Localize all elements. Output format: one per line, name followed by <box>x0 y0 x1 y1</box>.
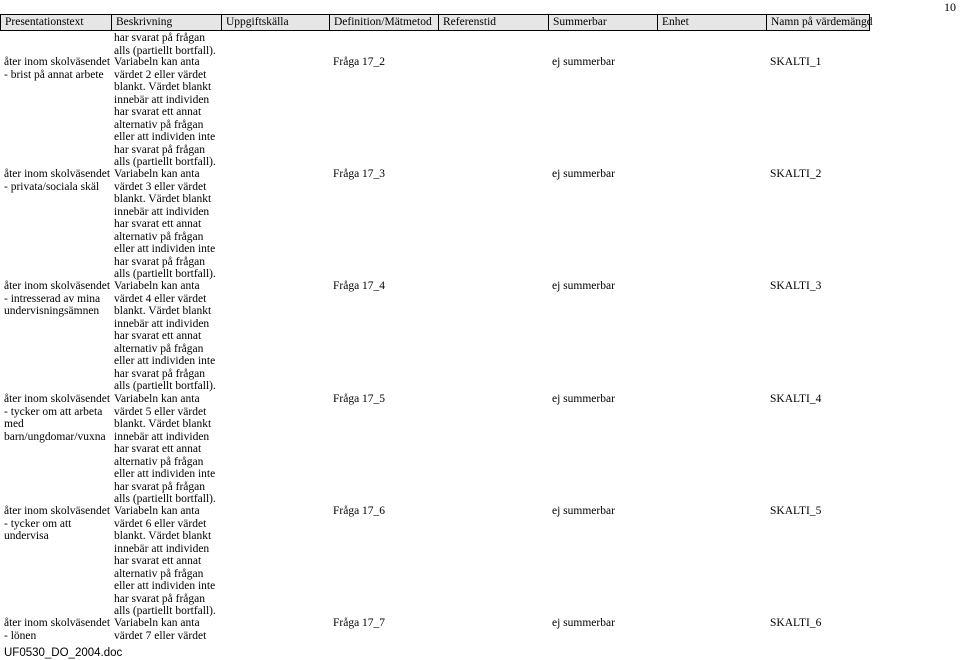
header-col-namn-vardemangd: Namn på värdemängd <box>771 16 873 28</box>
description-line: värdet 6 eller värdet <box>114 517 207 530</box>
presentation-line: - brist på annat arbete <box>4 68 104 81</box>
header-col-presentationstext: Presentationstext <box>1 15 112 30</box>
description-line: eller att individen inte <box>114 580 216 592</box>
value-set-cell: SKALTI_6 <box>770 617 822 629</box>
description-line: blankt. Värdet blankt <box>114 193 212 205</box>
value-set-cell: SKALTI_4 <box>770 393 822 405</box>
definition-cell: Fråga 17_5 <box>333 393 386 405</box>
description-line: eller att individen inte <box>114 468 216 480</box>
header-col-referenstid: Referenstid <box>439 15 549 30</box>
presentation-line: med <box>4 418 24 430</box>
description-line: har svarat på frågan <box>114 143 205 156</box>
description-line: innebär att individen <box>114 205 210 218</box>
description-line: blankt. Värdet blankt <box>114 418 212 430</box>
description-line: blankt. Värdet blankt <box>114 530 212 542</box>
header-col-beskrivning: Beskrivning <box>112 15 222 30</box>
summerbar-cell: ej summerbar <box>552 505 615 517</box>
presentation-line: - privata/sociala skäl <box>4 180 100 193</box>
description-line: värdet 5 eller värdet <box>114 405 207 418</box>
presentation-line: barn/ungdomar/vuxna <box>4 430 106 443</box>
description-line: Variabeln kan anta <box>114 280 200 292</box>
description-line: har svarat på frågan <box>114 32 205 44</box>
page-number: 10 <box>944 0 956 14</box>
description-line: Variabeln kan anta <box>114 505 200 517</box>
description-line: alls (partiellt bortfall). <box>114 268 216 280</box>
description-line: värdet 4 eller värdet <box>114 292 207 305</box>
description-line: Variabeln kan anta <box>114 393 200 405</box>
description-line: eller att individen inte <box>114 355 216 367</box>
value-set-cell: SKALTI_5 <box>770 505 822 517</box>
description-line: eller att individen inte <box>114 131 216 143</box>
summerbar-cell: ej summerbar <box>552 617 615 629</box>
description-line: Variabeln kan anta <box>114 617 200 629</box>
description-line: alls (partiellt bortfall). <box>114 605 216 617</box>
presentation-line: - intresserad av mina <box>4 292 101 305</box>
description-line: innebär att individen <box>114 542 210 555</box>
summerbar-cell: ej summerbar <box>552 280 615 292</box>
presentation-line: åter inom skolväsendet <box>4 505 111 517</box>
description-line: alls (partiellt bortfall). <box>114 44 216 57</box>
description-line: har svarat ett annat <box>114 106 202 118</box>
description-line: har svarat på frågan <box>114 255 205 268</box>
table-header-row <box>0 14 873 31</box>
description-line: blankt. Värdet blankt <box>114 305 212 317</box>
summerbar-cell: ej summerbar <box>552 56 615 68</box>
header-col-uppgiftskalla: Uppgiftskälla <box>222 15 330 30</box>
description-line: alternativ på frågan <box>114 567 204 580</box>
description-line: har svarat ett annat <box>114 443 202 455</box>
description-line: har svarat på frågan <box>114 480 205 493</box>
presentation-line: åter inom skolväsendet <box>4 56 111 68</box>
description-line: alternativ på frågan <box>114 455 204 468</box>
footer-filename: UF0530_DO_2004.doc <box>4 647 123 659</box>
description-line: alternativ på frågan <box>114 118 204 131</box>
summerbar-cell: ej summerbar <box>552 168 615 180</box>
presentation-line: - lönen <box>4 629 37 642</box>
presentation-line: åter inom skolväsendet <box>4 617 111 629</box>
description-line: innebär att individen <box>114 93 210 106</box>
header-col-definition: Definition/Mätmetod <box>330 15 439 30</box>
description-line: alls (partiellt bortfall). <box>114 380 216 392</box>
presentation-line: åter inom skolväsendet <box>4 168 111 180</box>
summerbar-cell: ej summerbar <box>552 393 615 405</box>
description-line: har svarat ett annat <box>114 218 202 230</box>
description-line: alternativ på frågan <box>114 230 204 243</box>
description-line: innebär att individen <box>114 317 210 330</box>
description-line: eller att individen inte <box>114 243 216 255</box>
description-line: värdet 2 eller värdet <box>114 68 207 81</box>
description-line: värdet 3 eller värdet <box>114 180 207 193</box>
presentation-line: åter inom skolväsendet <box>4 393 111 405</box>
definition-cell: Fråga 17_7 <box>333 617 386 629</box>
header-col-enhet: Enhet <box>658 15 767 30</box>
definition-cell: Fråga 17_3 <box>333 168 386 180</box>
description-line: alls (partiellt bortfall). <box>114 493 216 505</box>
description-line: Variabeln kan anta <box>114 168 200 180</box>
description-line: alternativ på frågan <box>114 342 204 355</box>
value-set-cell: SKALTI_3 <box>770 280 822 292</box>
description-line: har svarat ett annat <box>114 555 202 567</box>
description-line: har svarat på frågan <box>114 592 205 605</box>
presentation-line: undervisningsämnen <box>4 305 100 317</box>
presentation-line: undervisa <box>4 530 49 542</box>
description-line: har svarat ett annat <box>114 330 202 342</box>
definition-cell: Fråga 17_4 <box>333 280 386 292</box>
description-line: alls (partiellt bortfall). <box>114 156 216 168</box>
presentation-line: - tycker om att arbeta <box>4 405 103 418</box>
description-line: blankt. Värdet blankt <box>114 81 212 93</box>
value-set-cell: SKALTI_2 <box>770 168 822 180</box>
definition-cell: Fråga 17_6 <box>333 505 386 517</box>
description-line: innebär att individen <box>114 430 210 443</box>
description-line: Variabeln kan anta <box>114 56 200 68</box>
description-line: värdet 7 eller värdet <box>114 629 207 642</box>
header-col-summerbar: Summerbar <box>549 15 658 30</box>
value-set-cell: SKALTI_1 <box>770 56 822 68</box>
presentation-line: åter inom skolväsendet <box>4 280 111 292</box>
description-line: har svarat på frågan <box>114 367 205 380</box>
presentation-line: - tycker om att <box>4 517 72 530</box>
definition-cell: Fråga 17_2 <box>333 56 386 68</box>
